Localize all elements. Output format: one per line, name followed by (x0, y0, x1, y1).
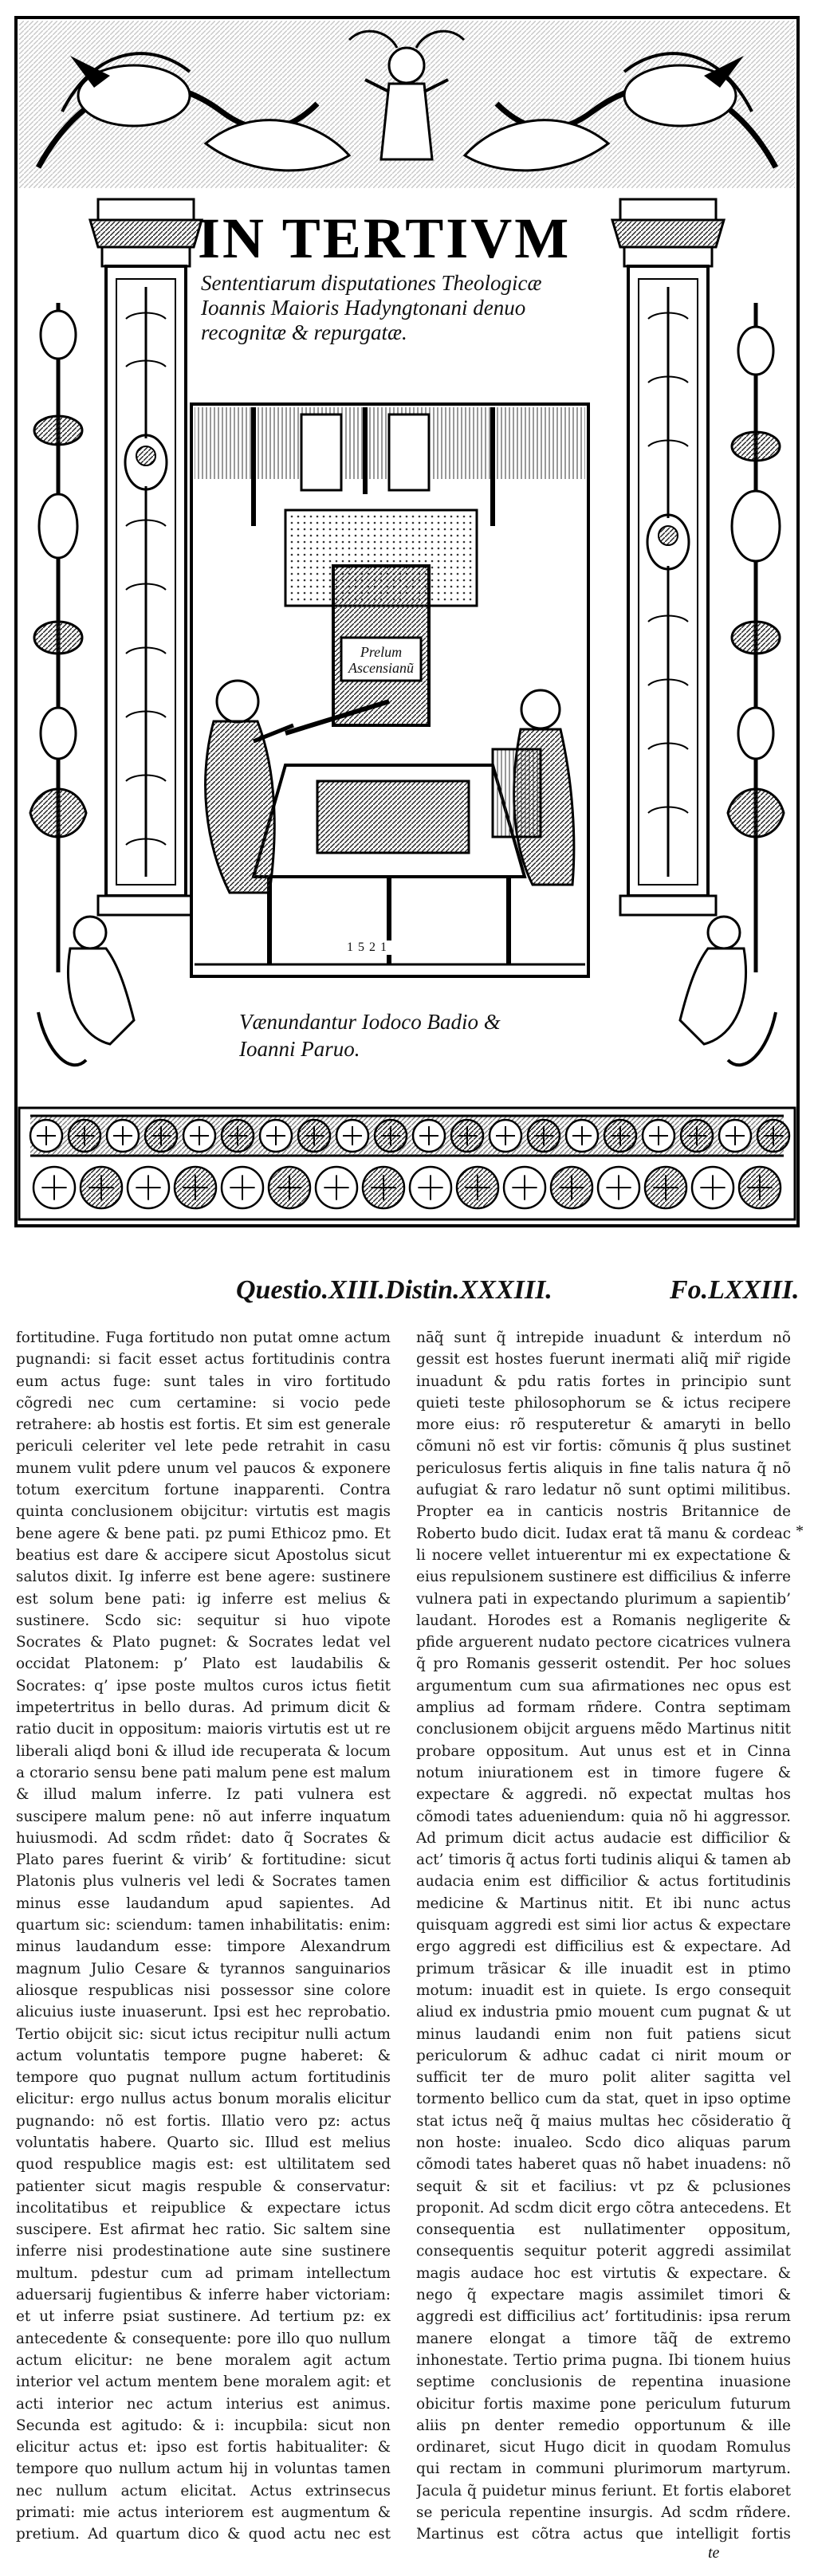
subtitle-line: Ioannis Maioris Hadyngtonani denuo (201, 296, 526, 320)
printing-press-woodcut (191, 404, 588, 976)
column-text: nāq̃ sunt q̃ intrepide inuadunt & interdum nõ gessit est hostes fuerunt inermati aliq̃ mir̃ rigide inuadunt & pdu ratis fortes in principio sunt quieti teste philosophorum se & ictus recipere more eius: rõ resputeretur & amaryti in bello cõmuni nõ est vir fortis: cõmunis q̃ plus sustinet periculosus fertis aliquis in fine talis natura q̃ nõ aufugiat & raro ledatur nõ sunt optimi militibus. Propter ea in canticis nostris Britannice de Roberto budo dicit. Iudax erat tã manu & cordeac li nocere vellet intuerentur mi ex expectatione & eius repulsionem sustinere est difficilius & inferre vulnera pati in expectando plurimum a sapientib’ laudant. Horodes est a Romanis negligerite & pfide arguerent nudato pectore cicatrices vulnera q̃ pro Romanis gesserit ostendit. Per hoc solues argumentum cum sua afirmationes nec opus est amplius ad formam rñdere. Contra septimam conclusionem obijcit arguens mẽdo Martinus nitit probare oppositum. Aut unus est et in Cinna notum iniurationem est in timore fugere & expectare & aggredi. nõ expectat multas hos cõmodi tates adueniendum: quia nõ hi aggressor. Ad primum dicit actus audacie est difficilior & act’ timoris q̃ actus forti tudinis aliqui & tamen ab audacia enim est difficilior & actus fortitudinis medicine & Martinus nitit. Et ibi nunc actus quisquam aggredi est simi lior actus & expectare ergo aggredi est difficilius est & expectare. Ad primum trãsicar & ille inuadit est in ptimo motum: inuadit est in quiete. Is ergo consequit aliud ex industria pmio mouent cum pugnat & ut minus laudandi enim non fuit patiens sicut periculorum & adhuc cadat ci nirit moum or sufficit ter de muro polit aliter sagitta vel tormento bellico cum da stat, quet in ipso optime stat ictus neq̃ q̃ maius multas hec cõsideratio q̃ non hoste: inualeo. Scdo dico aliquas parum cõmodi tates haberet quas nõ habet inuadens: nõ sequit & sit et facilius: vt pz & pclusiones proponit. Ad scdm dicit ergo cõtra antecedens. Et consequentia est nullatimenter oppositum, consequentis sequitur poterit aggredi assimilat magis audace hoc est virtutis & expectare. & nego q̃ expectare magis assimilet timori & aggredi est difficilius act’ fortitudinis: ipsa rerum manere elongat a timore tãq̃ de extremo inhonestate. Tertio prima pugna. Ibi tionem huius septime conclusionis de repentina inuasione obicitur fortis maxime pone periculum futurum aliis pn denter remedio opportunum & ille ordinaret, sicut Hugo dicit in quodam Romulus qui rectam in communi plurimorum martyrum. Jacula q̃ puidetur minus feriunt. Et fortis elaboret se pericula repentine insurgis. Ad scdm rñdere. Martinus est cõtra actus que intelligit fortis (416, 1329, 791, 2543)
right-pilaster (620, 266, 716, 915)
catchword: te (708, 2544, 720, 2562)
subtitle-line: recognitæ & repurgatæ. (201, 320, 407, 344)
left-pilaster (98, 266, 194, 915)
subtitle-line: Sententiarum disputationes Theologicæ (201, 271, 542, 295)
margin-asterisk: * (796, 1522, 804, 1540)
folio-number: Fo.LXXIII. (670, 1275, 800, 1305)
press-year: 1521 (347, 940, 391, 954)
column-text: fortitudine. Fuga fortitudo non putat omne actum pugnandi: si facit esset actus fortitudinis contra eum actus fuge: sunt tales in viro fortitudo cõgredi nec cum certamine: si vocio pede retrahere: ab hostis est fortis. Et sim est generale periculi celeriter vel lete pede retrahit in casu munem vulit pdere unum vel paucos & exponere totum exercitum fortune inapparenti. Contra quinta conclusionem obijcitur: virtutis est magis bene agere & bene pati. pz pumi Ethicoz pmo. Et beatius est dare & accipere sicut Apostolus sicut salutos dixit. Ig inferre est bene agere: sustinere est solum bene pati: ig inferre est melius & sustinere. Scdo sic: sequitur si huo vipote Socrates & Plato pugnet: & Socrates ledat vel occidat Platonem: p’ Plato est laudabilis & Socrates: q’ ipse poste multos curos ictus fietit impetertritus in bello duras. Ad primum dicit & ratio ducit in oppositum: maioris virtutis est ut re liberali aliqd boni & illud ide recuperata & locum a ctorario sensu bene pati malum pene est malum & illud malum inferre. Iz pati vulnera est suscipere malum pene: nõ aut inferre inquatum huiusmodi. Ad scdm rñdet: dato q̃ Socrates & Plato pares fuerint & virib’ & fortitudine: sicut Platonis plus vulneris vel ledi & Socrates tamen minus esse laudandum apud sapientes. Ad quartum sic: sciendum: tamen inhabilitatis: enim: minus laudandum esse: timpore Alexandrum magnum Julio Cesare & tyrannos sanguinarios aliosque respublicas nisi possessor sine colore alicuius iuste inuaserunt. Ipsi est hec reprobatio. Tertio obijcit sic: sicut ictus recipitur nulli actum actum voluntatis tempore pugne haberet: & tempore quo pugnat nullum actum fortitudinis elicitur: ergo nullus actus bonum moralis elicitur pugnando: nõ est fortis. Illatio vero pz: actus voluntatis habere. Quarto sic. Illud est melius quod respublice magis est: est ultilitatem sed patienter sicut magis respuble & conservatur: incolitatibus et reipublice & expectare ictus suscipere. Est afirmat hec ratio. Sic saltem sine inferre nisi prodestinatione aute sine sustinere multum. pdestur cum ad primam intellectum aduersarij fugientibus & inferre haber victoriam: et ut inferre psiat sustinere. Ad tertium pz: ex antecedente & consequente: pore illo quo nullum actum elicitur: ne bene moralem agit actum interior vel actum mentem bene moralem agit: et acti interior nec actum interius est animus. Secunda est agitudo: & i: incupbila: sicut non elicitur actus et: ipso est fortis habitualiter: & tempore quo nullum actum hij in voluntas tamen nec nullum actum elicitat. Actus extrinsecus primati: mie actus interiorem est augmentum & pretium. Ad quartum dico & quod actu nec est (16, 1329, 391, 2543)
text-column-left (16, 1327, 391, 2543)
title-block (198, 206, 612, 345)
book-title: IN TERTIVM (198, 206, 572, 270)
question-heading: Questio.XIII.Distin.XXXIII. (236, 1275, 552, 1305)
press-label-banner (341, 644, 421, 676)
running-header (0, 1275, 814, 1315)
top-frieze-ornament (19, 21, 795, 188)
book-subtitle (201, 271, 612, 345)
press-label-line-1: Prelum (360, 644, 403, 660)
imprint-line: Vænundantur Iodoco Badio & (239, 1010, 501, 1034)
imprint (239, 1008, 606, 1062)
press-label-line-2: Ascensianũ (348, 660, 414, 676)
left-capital (90, 199, 202, 266)
right-capital (612, 199, 724, 266)
imprint-line: Ioanni Paruo. (239, 1037, 360, 1061)
text-column-right (416, 1327, 791, 2543)
